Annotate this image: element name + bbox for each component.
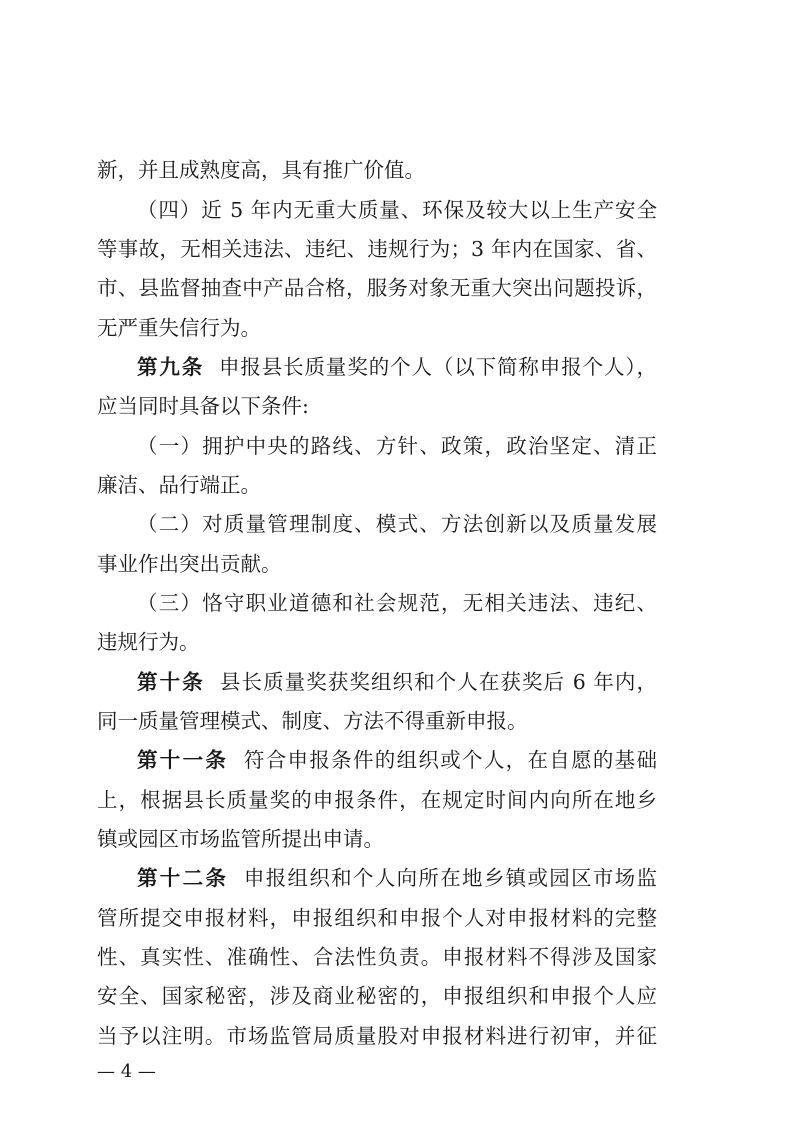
text-line bbox=[97, 389, 657, 423]
text-line bbox=[97, 704, 657, 738]
line-text: 当予以注明。市场监管局质量股对申报材料进行初审，并征 bbox=[97, 1024, 657, 1048]
page-number: — 4 — bbox=[97, 1061, 156, 1082]
article-line bbox=[137, 743, 657, 777]
line-text: 县长质量奖获奖组织和个人在获奖后 6 年内， bbox=[219, 670, 657, 694]
text-line bbox=[137, 429, 657, 463]
text-line bbox=[97, 1019, 657, 1053]
line-text: 安全、国家秘密，涉及商业秘密的，申报组织和申报个人应 bbox=[97, 984, 657, 1008]
text-line bbox=[97, 468, 657, 502]
line-text: 等事故，无相关违法、违纪、违规行为；3 年内在国家、省、 bbox=[97, 237, 657, 261]
text-line bbox=[97, 901, 657, 935]
text-line bbox=[97, 822, 657, 856]
article-number: 第十一条 bbox=[137, 748, 229, 772]
text-line bbox=[97, 271, 657, 305]
line-text: 上，根据县长质量奖的申报条件，在规定时间内向所在地乡 bbox=[97, 788, 657, 812]
article-line bbox=[137, 350, 657, 384]
line-text: 新，并且成熟度高，具有推广价值。 bbox=[97, 158, 425, 182]
line-text: （二）对质量管理制度、模式、方法创新以及质量发展 bbox=[137, 512, 657, 536]
line-text: 同一质量管理模式、制度、方法不得重新申报。 bbox=[97, 709, 528, 733]
text-line bbox=[97, 232, 657, 266]
line-text: （一）拥护中央的路线、方针、政策，政治坚定、清正 bbox=[137, 434, 657, 458]
text-line bbox=[137, 507, 657, 541]
article-line bbox=[137, 861, 657, 895]
line-text: 廉洁、品行端正。 bbox=[97, 473, 261, 497]
text-line bbox=[97, 940, 657, 974]
line-text: 镇或园区市场监管所提出申请。 bbox=[97, 827, 384, 851]
line-text: 申报组织和个人向所在地乡镇或园区市场监 bbox=[243, 866, 657, 890]
line-text: 违规行为。 bbox=[97, 630, 200, 654]
article-number: 第十二条 bbox=[137, 866, 229, 890]
line-text: （四）近 5 年内无重大质量、环保及较大以上生产安全 bbox=[137, 198, 657, 222]
text-line bbox=[97, 311, 657, 345]
text-line bbox=[97, 153, 657, 187]
article-line bbox=[137, 665, 657, 699]
line-text: 无严重失信行为。 bbox=[97, 316, 261, 340]
text-line bbox=[97, 783, 657, 817]
text-line bbox=[137, 586, 657, 620]
text-line bbox=[97, 547, 657, 581]
line-text: 应当同时具备以下条件: bbox=[97, 394, 309, 418]
article-number: 第十条 bbox=[137, 670, 205, 694]
line-text: 申报县长质量奖的个人（以下简称申报个人）， bbox=[218, 355, 657, 379]
line-text: 管所提交申报材料，申报组织和申报个人对申报材料的完整 bbox=[97, 906, 657, 930]
line-text: 市、县监督抽查中产品合格，服务对象无重大突出问题投诉， bbox=[97, 276, 657, 300]
line-text: 事业作出突出贡献。 bbox=[97, 552, 282, 576]
text-line bbox=[137, 193, 657, 227]
text-line bbox=[97, 979, 657, 1013]
article-number: 第九条 bbox=[137, 355, 205, 379]
line-text: 性、真实性、准确性、合法性负责。申报材料不得涉及国家 bbox=[97, 945, 657, 969]
line-text: 符合申报条件的组织或个人，在自愿的基础 bbox=[243, 748, 657, 772]
line-text: （三）恪守职业道德和社会规范，无相关违法、违纪、 bbox=[137, 591, 657, 615]
text-line bbox=[97, 625, 657, 659]
